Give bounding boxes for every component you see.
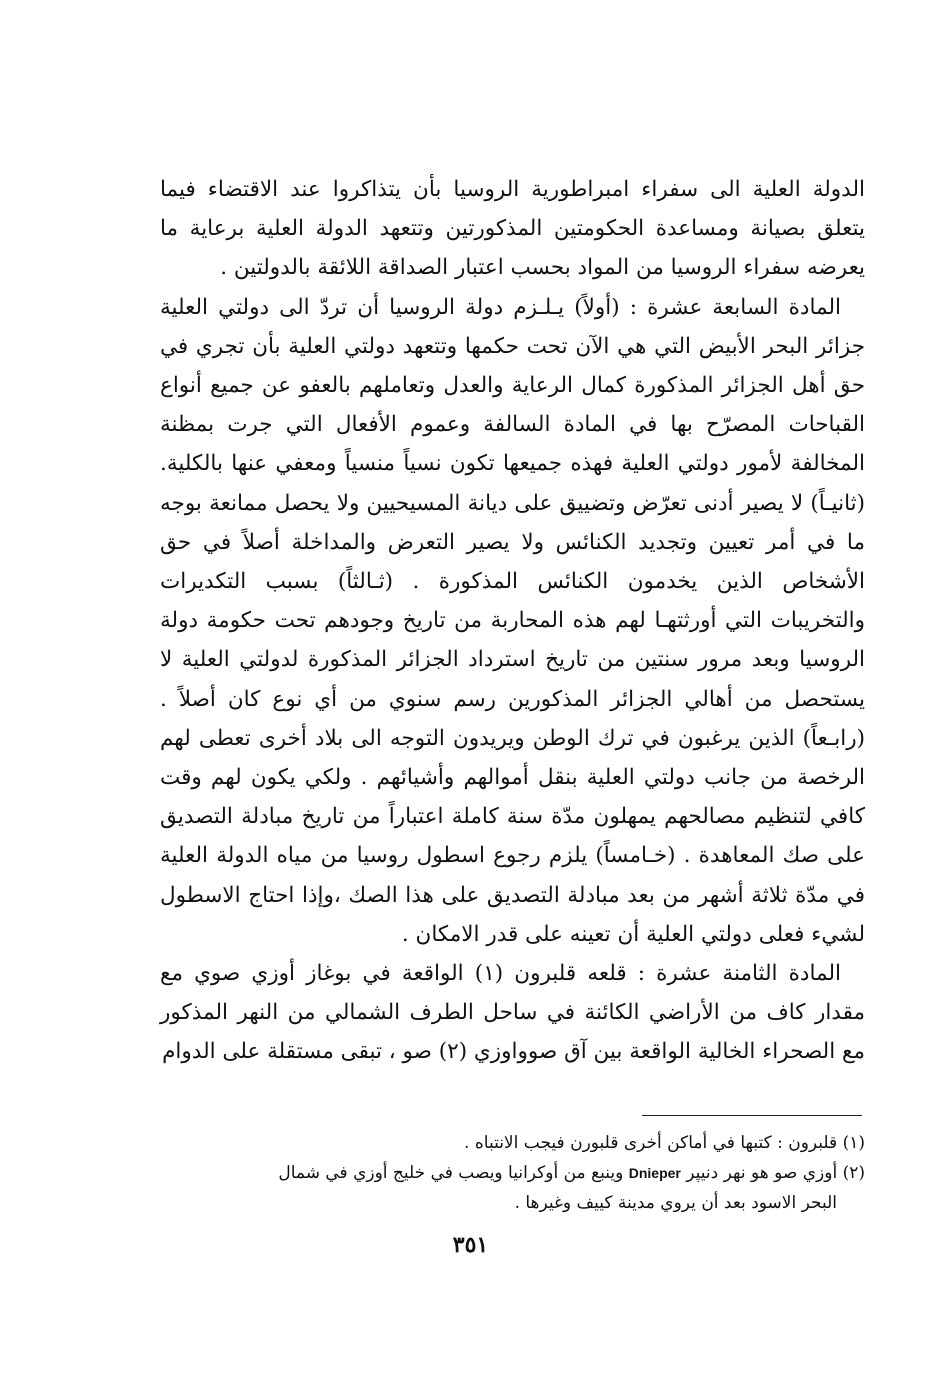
paragraph-article-17: المادة السابعة عشرة : (أولاً) يـلـزم دولة الروسيا أن تردّ الى دولتي العلية جزائر البحر الأبيض التي هي الآن تحت حكمها وتتعهد دولتي العلية بأن تجري في حق أهل الجزائر المذكورة كمال الرعاية والعدل وتعاملهم بالعفو عن جميع أنواع القباحات المصرّح بها في المادة السالفة وعموم الأفعال التي جرت بمظنة المخالفة لأمور دولتي العلية فهذه جميعها تكون نسياً منسياً ومعفي عنها بالكلية. (ثانيـاً) لا يصير أدنى تعرّض وتضييق على ديانة المسيحيين ولا يحصل ممانعة بوجه ما في أمر تعيين وتجديد الكنائس ولا يصير التعرض والمداخلة أصلاً في حق الأشخاص الذين يخدمون الكنائس المذكورة . (ثـالثاً) بسبب التكديرات والتخريبات التي أورثتهـا لهم هذه المحاربة من تاريخ وجودهم تحت حكومة دولة الروسيا وبعد مرور سنتين من تاريخ استرداد الجزائر المذكورة لدولتي العلية لا يستحصل من أهالي الجزائر المذكورين رسم سنوي من أي نوع كان أصلاً . (رابـعاً) الذين يرغبون في ترك الوطن ويريدون التوجه الى بلاد أخرى تعطى لهم الرخصة من جانب دولتي العلية بنقل أموالهم وأشيائهم . ولكي يكون لهم وقت كافي لتنظيم مصالحهم يمهلون مدّة سنة كاملة اعتباراً من تاريخ مبادلة التصديق على صك المعاهدة . (خـامساً) يلزم رجوع اسطول روسيا من مياه الدولة العلية في مدّة ثلاثة أشهر من بعد مبادلة التصديق على هذا الصك ،وإذا احتاج الاسطول لشيء فعلى دولتي العلية أن تعينه على قدر الامكان .: [160, 294, 865, 947]
footnote-2-continuation: البحر الاسود بعد أن يروي مدينة كييف وغيرها .: [514, 1193, 837, 1213]
footnote-2-latin-term: Dnieper: [628, 1165, 681, 1181]
paragraph-continuation: الدولة العلية الى سفراء امبراطورية الروسيا بأن يتذاكروا عند الاقتضاء فيما يتعلق بصيانة ومساعدة الحكومتين المذكورتين وتتعهد الدولة العلية برعاية ما يعرضه سفراء الروسيا من المواد بحسب اعتبار الصداقة اللائقة بالدولتين .: [160, 177, 865, 281]
footnote-1: (١) قلبرون : كتبها في أماكن أخرى قلبورن فيجب الانتباه .: [464, 1133, 865, 1153]
footnotes: [150, 1128, 865, 1218]
footnote-2-text-end: وينبع من أوكرانيا ويصب في خليج أوزي في شمال: [278, 1163, 624, 1183]
page-number: ٣٥١: [452, 1232, 489, 1258]
footnote-2: [150, 1158, 865, 1188]
footnote-divider: [642, 1115, 862, 1116]
footnote-2-text-start: (٢) أوزي صو هو نهر دنيپر: [686, 1163, 865, 1183]
paragraph-article-18: المادة الثامنة عشرة : قلعه قلبرون (١) الواقعة في بوغاز أوزي صوي مع مقدار كاف من الأراضي الكائنة في ساحل الطرف الشمالي من النهر المذكور مع الصحراء الخالية الواقعة بين آق صوواوزي (٢) صو ، تبقى مستقلة على الدوام: [160, 961, 865, 1065]
main-text: [160, 170, 865, 1072]
